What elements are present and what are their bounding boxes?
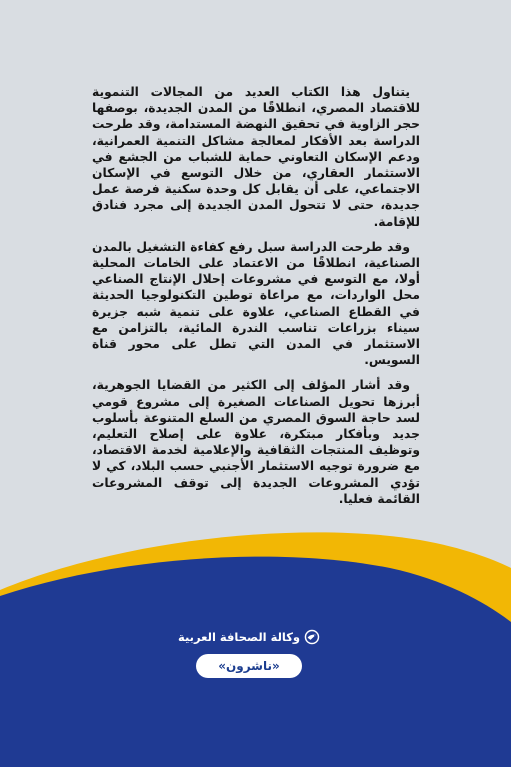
- publisher-name: وكالة الصحافة العربية: [178, 630, 301, 644]
- blurb-text: [92, 84, 420, 516]
- blurb-paragraph-3: وقد أشار المؤلف إلى الكثير من القضايا الجوهرية، أبرزها تحويل الصناعات الصغيرة إلى مشروع قومي لسد حاجة السوق المصري من السلع المتنوعة بأسلوب جديد وبأفكار مبتكرة، علاوة على إصلاح التعليم، وتوظيف المنتجات الثقافية والإعلامية لخدمة الاقتصاد، مع ضرورة توجيه الاستثمار الأجنبي حسب البلاد، كي لا تؤدي المشروعات الجديدة إلى توقف المشروعات القائمة فعليا.: [92, 378, 420, 506]
- publisher-subtitle: «ناشرون»: [218, 659, 280, 673]
- dove-emblem-icon: [304, 626, 320, 648]
- publisher-logo: [178, 624, 320, 680]
- blurb-paragraph-2: وقد طرحت الدراسة سبل رفع كفاءة التشغيل بالمدن الصناعية، انطلاقًا من الاعتماد على الخامات المحلية أولا، مع التوسع في مشروعات إحلال الإنتاج الصناعي محل الواردات، مع مراعاة توطين التكنولوجيا الحديثة في القطاع الصناعي، علاوة على تنمية شبه جزيرة سيناء بزراعات تناسب الندرة المائية، بالتزامن مع الاستثمار في المدن التي تطل على محور قناة السويس.: [92, 239, 420, 368]
- blurb-paragraph-1: يتناول هذا الكتاب العديد من المجالات التنموية للاقتصاد المصري، انطلاقًا من المدن الجديدة، بوصفها حجر الزاوية في تحقيق النهضة المستدامة، وقد طرحت الدراسة بعد الأفكار لمعالجة مشاكل التنمية العمرانية، ودعم الإسكان التعاوني حماية للشباب من الجشع في الاستثمار العقاري، من خلال التوسع في الإسكان الاجتماعي، على أن يقابل كل وحدة سكنية فرصة عمل جديدة، حتى لا تتحول المدن الجديدة إلى مجرد فنادق للإقامة.: [92, 85, 420, 229]
- publisher-subtitle-badge: [196, 654, 302, 678]
